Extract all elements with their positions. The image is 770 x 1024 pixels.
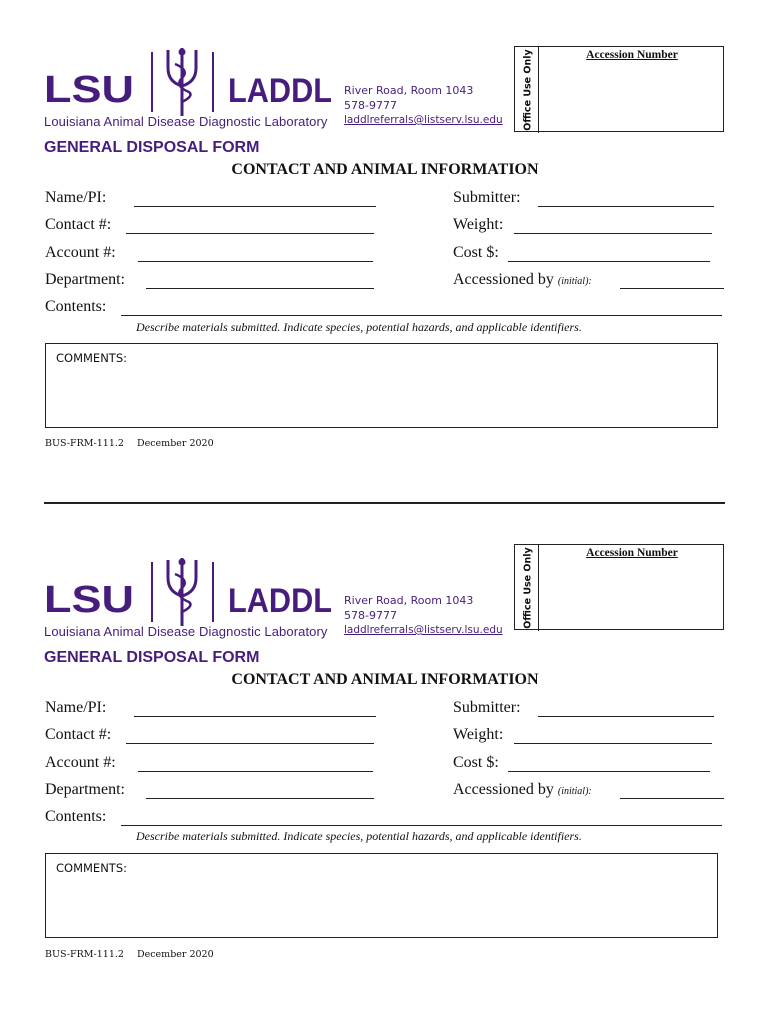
contact-label: Contact #: bbox=[45, 726, 112, 743]
department-label: Department: bbox=[45, 271, 125, 288]
caduceus-emblem-icon bbox=[162, 46, 202, 118]
section-title: CONTACT AND ANIMAL INFORMATION bbox=[231, 161, 539, 178]
section-title: CONTACT AND ANIMAL INFORMATION bbox=[231, 671, 539, 688]
phone-number: 578-9777 bbox=[344, 609, 397, 622]
contents-label: Contents: bbox=[45, 298, 107, 315]
submitter-label: Submitter: bbox=[453, 189, 521, 206]
weight-label: Weight: bbox=[453, 726, 504, 743]
form-code: BUS-FRM-111.2 bbox=[45, 949, 124, 960]
name-pi-label: Name/PI: bbox=[45, 189, 107, 206]
submitter-label: Submitter: bbox=[453, 699, 521, 716]
department-label: Department: bbox=[45, 781, 125, 798]
accessioned-by-field[interactable] bbox=[620, 288, 724, 289]
logo-divider bbox=[212, 52, 214, 112]
submitter-field[interactable] bbox=[538, 716, 714, 717]
accession-number-label: Accession Number bbox=[586, 547, 678, 559]
contact-label: Contact #: bbox=[45, 216, 112, 233]
account-label: Account #: bbox=[45, 244, 116, 261]
name-pi-label: Name/PI: bbox=[45, 699, 107, 716]
submitter-field[interactable] bbox=[538, 206, 714, 207]
initial-hint: (initial): bbox=[557, 276, 592, 287]
form-date: December 2020 bbox=[137, 949, 214, 960]
lsu-logo-text: LSU bbox=[44, 582, 134, 616]
form-code: BUS-FRM-111.2 bbox=[45, 438, 124, 449]
caduceus-emblem-icon bbox=[162, 556, 202, 628]
contents-label: Contents: bbox=[45, 808, 107, 825]
account-field[interactable] bbox=[138, 261, 373, 262]
laddl-logo bbox=[228, 72, 334, 106]
initial-hint: (initial): bbox=[557, 786, 592, 797]
lsu-logo bbox=[44, 72, 136, 106]
contact-field[interactable] bbox=[126, 743, 374, 744]
address-line: River Road, Room 1043 bbox=[344, 84, 474, 97]
laddl-logo bbox=[228, 582, 334, 616]
form-title: GENERAL DISPOSAL FORM bbox=[44, 139, 260, 156]
logo-divider bbox=[151, 562, 153, 622]
form-copy-2 bbox=[0, 510, 770, 1010]
comments-box[interactable] bbox=[45, 853, 718, 938]
phone-number: 578-9777 bbox=[344, 99, 397, 112]
cost-field[interactable] bbox=[508, 261, 710, 262]
lsu-logo bbox=[44, 582, 136, 616]
logo-divider bbox=[212, 562, 214, 622]
weight-field[interactable] bbox=[514, 743, 712, 744]
department-field[interactable] bbox=[146, 288, 374, 289]
contact-field[interactable] bbox=[126, 233, 374, 234]
laddl-logo-text: LADDL bbox=[228, 582, 332, 616]
account-label: Account #: bbox=[45, 754, 116, 771]
accessioned-by-label: Accessioned by (initial): bbox=[453, 781, 592, 798]
lab-name: Louisiana Animal Disease Diagnostic Laboratory bbox=[44, 624, 328, 639]
office-use-label: Office Use Only bbox=[522, 49, 534, 131]
contents-hint: Describe materials submitted. Indicate species, potential hazards, and applicable identifiers. bbox=[136, 829, 582, 843]
name-pi-field[interactable] bbox=[134, 716, 376, 717]
lab-name: Louisiana Animal Disease Diagnostic Laboratory bbox=[44, 114, 328, 129]
lsu-logo-text: LSU bbox=[44, 72, 134, 106]
weight-field[interactable] bbox=[514, 233, 712, 234]
email-link[interactable]: laddlreferrals@listserv.lsu.edu bbox=[344, 624, 503, 636]
laddl-logo-text: LADDL bbox=[228, 72, 332, 106]
form-copy-1 bbox=[0, 0, 770, 500]
accession-number-label: Accession Number bbox=[586, 49, 678, 61]
email-link[interactable]: laddlreferrals@listserv.lsu.edu bbox=[344, 114, 503, 126]
contents-hint: Describe materials submitted. Indicate species, potential hazards, and applicable identifiers. bbox=[136, 320, 582, 334]
office-use-box bbox=[514, 544, 724, 630]
logo-divider bbox=[151, 52, 153, 112]
comments-label: COMMENTS: bbox=[56, 861, 127, 875]
accessioned-by-field[interactable] bbox=[620, 798, 724, 799]
department-field[interactable] bbox=[146, 798, 374, 799]
cost-label: Cost $: bbox=[453, 754, 499, 771]
name-pi-field[interactable] bbox=[134, 206, 376, 207]
cost-label: Cost $: bbox=[453, 244, 499, 261]
office-use-box bbox=[514, 46, 724, 132]
office-use-label: Office Use Only bbox=[522, 547, 534, 629]
comments-label: COMMENTS: bbox=[56, 351, 127, 365]
form-separator bbox=[44, 502, 725, 504]
form-title: GENERAL DISPOSAL FORM bbox=[44, 649, 260, 666]
form-date: December 2020 bbox=[137, 438, 214, 449]
accessioned-by-label: Accessioned by (initial): bbox=[453, 271, 592, 288]
account-field[interactable] bbox=[138, 771, 373, 772]
contents-field[interactable] bbox=[121, 315, 722, 316]
contents-field[interactable] bbox=[121, 825, 722, 826]
weight-label: Weight: bbox=[453, 216, 504, 233]
comments-box[interactable] bbox=[45, 343, 718, 428]
cost-field[interactable] bbox=[508, 771, 710, 772]
address-line: River Road, Room 1043 bbox=[344, 594, 474, 607]
